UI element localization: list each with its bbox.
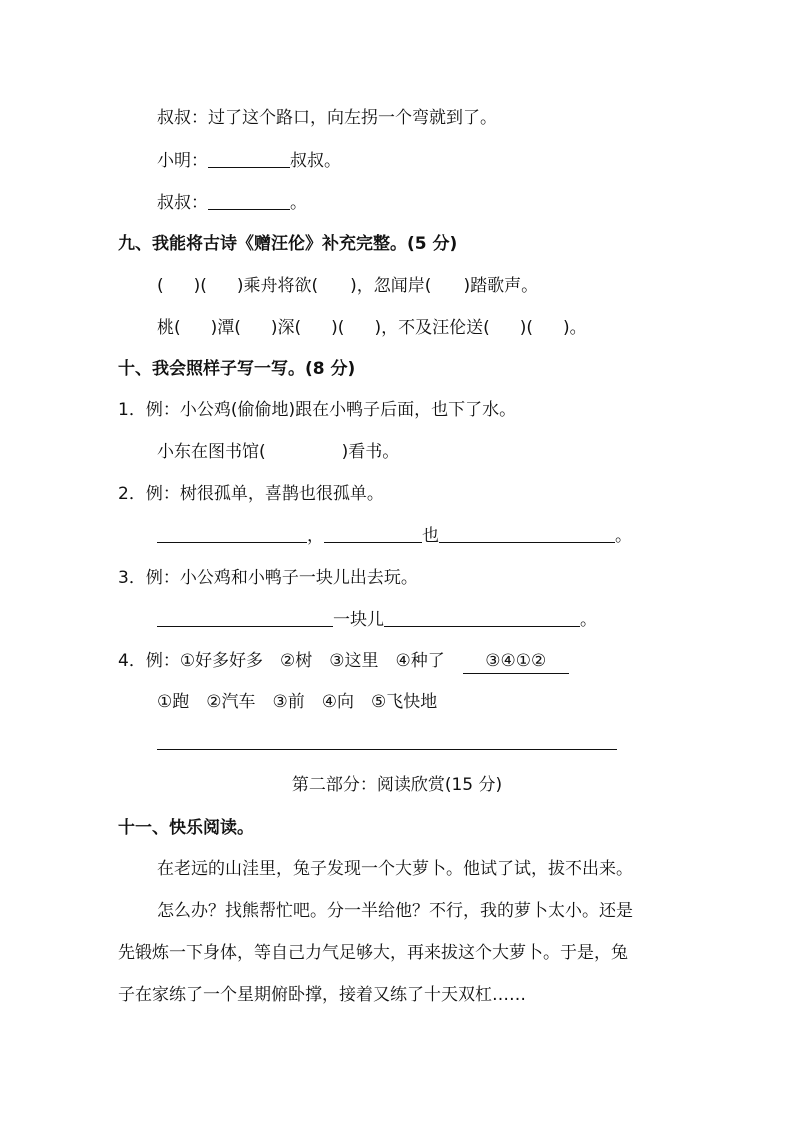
speaker-label: 叔叔： bbox=[157, 193, 208, 213]
q1-answer-line bbox=[157, 440, 399, 464]
q1-text: )看书。 bbox=[341, 442, 400, 462]
poem-text: )深( bbox=[270, 318, 302, 338]
poem-line-1 bbox=[157, 274, 538, 298]
q2-blank-2[interactable] bbox=[324, 524, 422, 543]
dialog-line-2 bbox=[157, 149, 341, 173]
q4-answer-line bbox=[157, 731, 617, 755]
passage-line-2: 怎么办？找熊帮忙吧。分一半给他？不行，我的萝卜太小。还是 bbox=[157, 901, 633, 921]
q2-text: ， bbox=[307, 526, 324, 546]
q3-example: 3．例：小公鸡和小鸭子一块儿出去玩。 bbox=[118, 568, 418, 588]
q3-blank-2[interactable] bbox=[384, 608, 580, 627]
q2-text: 。 bbox=[615, 526, 632, 546]
q4-blank[interactable] bbox=[157, 731, 617, 750]
part-2-heading: 第二部分：阅读欣赏(15 分) bbox=[291, 775, 503, 795]
speaker-label: 小明： bbox=[157, 151, 208, 171]
poem-text: )踏歌声。 bbox=[463, 276, 539, 296]
q3-blank-1[interactable] bbox=[157, 608, 333, 627]
q4-example-line bbox=[118, 649, 569, 674]
q4-word-list: ①跑 ②汽车 ③前 ④向 ⑤飞快地 bbox=[157, 692, 438, 712]
q4-example-answer: ③④①② bbox=[463, 649, 569, 674]
q1-example: 1．例：小公鸡(偷偷地)跟在小鸭子后面，也下了水。 bbox=[118, 400, 517, 420]
poem-text: )，不及汪伦送( bbox=[374, 318, 490, 338]
q2-example: 2．例：树很孤单，喜鹊也很孤单。 bbox=[118, 484, 384, 504]
poem-text: )( bbox=[331, 318, 345, 338]
q1-text: 小东在图书馆( bbox=[157, 442, 266, 462]
passage-line-3: 先锻炼一下身体，等自己力气足够大，再来拔这个大萝卜。于是，兔 bbox=[118, 943, 628, 963]
poem-text: )( bbox=[193, 276, 207, 296]
poem-text: )。 bbox=[562, 318, 587, 338]
passage-line-1: 在老远的山洼里，兔子发现一个大萝卜。他试了试，拔不出来。 bbox=[157, 859, 633, 879]
answer-blank[interactable] bbox=[208, 149, 290, 168]
passage-line-4: 子在家练了一个星期俯卧撑，接着又练了十天双杠…… bbox=[118, 985, 526, 1005]
q2-answer-line bbox=[157, 524, 632, 548]
answer-blank[interactable] bbox=[208, 191, 290, 210]
q3-text: 。 bbox=[580, 610, 597, 630]
speaker-label: 叔叔： bbox=[157, 108, 208, 128]
poem-text: 桃( bbox=[157, 318, 181, 338]
poem-text: )( bbox=[519, 318, 533, 338]
dialog-line-3 bbox=[157, 191, 307, 215]
q3-answer-line bbox=[157, 608, 597, 632]
dialog-text: 过了这个路口，向左拐一个弯就到了。 bbox=[208, 108, 497, 128]
q3-text: 一块儿 bbox=[333, 610, 384, 630]
q2-blank-1[interactable] bbox=[157, 524, 307, 543]
dialog-text: 。 bbox=[290, 193, 307, 213]
poem-text: )潭( bbox=[210, 318, 241, 338]
q4-example: 4．例：①好多好多 ②树 ③这里 ④种了 bbox=[118, 651, 445, 671]
section-11-title: 十一、快乐阅读。 bbox=[118, 818, 254, 838]
poem-text: )乘舟将欲( bbox=[236, 276, 319, 296]
poem-text: ( bbox=[157, 276, 164, 296]
poem-line-2 bbox=[157, 316, 587, 340]
section-10-title: 十、我会照样子写一写。(8 分) bbox=[118, 359, 356, 379]
dialog-line-1 bbox=[157, 106, 497, 130]
q2-text: 也 bbox=[422, 526, 439, 546]
poem-text: )，忽闻岸( bbox=[350, 276, 432, 296]
section-9-title: 九、我能将古诗《赠汪伦》补充完整。(5 分) bbox=[118, 234, 458, 254]
dialog-text: 叔叔。 bbox=[290, 151, 341, 171]
q2-blank-3[interactable] bbox=[439, 524, 615, 543]
